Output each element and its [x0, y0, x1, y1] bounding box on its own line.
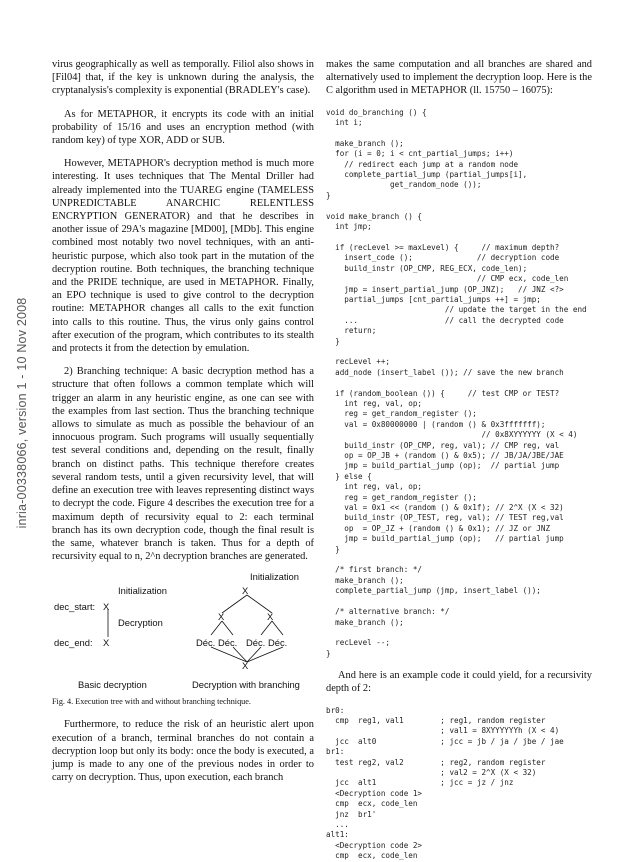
left-paragraph-3: However, METAPHOR's decryption method is much more interesting. It uses techniques that The Mental Driller had already implemented into the TUAREG engine (TAMELESS UNPREDICTABLE ANARCHIC RELENTLESS ENCRYPTION GENERATOR) and that he describes in another issue of 29A's magazine [MD00], [MDb]. This engine combined most notably two novel techniques, with an anti-heuristic purpose, which also took part in the mutation of the decryption routine. Both techniques, the branching technique and the PRIDE technique, are used in METAPHOR. Finally, an EPO technique is used to give control to the decryption routine: METAPHOR changes all calls to the exit function into calls to this routine. Thus, the virus only gains control after execution of the program, which contributes to its stealth and protects it from the detection by emulation. [52, 158, 314, 355]
leaf-decryption-4: Déc. [268, 637, 288, 649]
right-paragraph-1: makes the same computation and all branches are shared and alternatively used to implement the decryption loop. Here is the C algorithm used in METAPHOR (ll. 15750 – 16075): [326, 59, 592, 97]
assembly-example-code: br0: cmp reg1, val1 ; reg1, random register ; val1 = 8XYYYYYYh (X < 4) jcc alt0 ; jcc = jb / ja / jbe / jae br1: test reg2, val2 ; reg2, random register ; val2 = 2^X (X < 32) jcc alt1 ; jcc = jz / jnz <Decryption code 1> cmp ecx, code_len jnz br1' ... alt1: <Decryption code 2> cmp ecx, code_len [326, 705, 564, 861]
branching-decryption-label: Decryption with branching [192, 679, 300, 691]
dec-start-node: X [103, 601, 110, 613]
left-branch-node: X [218, 611, 225, 623]
root-node: X [242, 585, 249, 597]
leaf-decryption-1: Déc. [196, 637, 216, 649]
leaf-decryption-2: Déc. [218, 637, 238, 649]
initialization-left-label: Initialization [118, 585, 167, 597]
figure-caption: Fig. 4. Execution tree with and without branching technique. [52, 697, 251, 707]
initialization-right-label: Initialization [250, 571, 299, 583]
left-paragraph-5: Furthermore, to reduce the risk of an heuristic alert upon execution of a branch, terminal branches do not contain a decryption loop but only its body: once the body is executed, a jump is made to any one of the previous nodes in order to carry on decryption. Thus, upon execution, each branch [52, 719, 314, 784]
right-column [326, 58, 592, 862]
decryption-label: Decryption [118, 617, 163, 629]
join-node: X [242, 660, 249, 672]
right-paragraph-2: And here is an example code it could yield, for a recursivity depth of 2: [326, 670, 592, 695]
dec-end-label: dec_end: [54, 637, 93, 649]
archive-sidebar [0, 0, 40, 826]
left-paragraph-2: As for METAPHOR, it encrypts its code with an initial probability of 15/16 and uses an encryption method (with random key) of type XOR, ADD or SUB. [52, 108, 314, 147]
execution-tree-figure [52, 573, 314, 691]
execution-tree-lines [52, 573, 314, 691]
left-paragraph-1: virus geographically as well as temporally. Filiol also shows in [Fil04] that, if the key is unknown during the analysis, the cryptanalysis's complexity is exponential (BRADLEY's case). [52, 59, 314, 97]
left-paragraph-4: 2) Branching technique: A basic decryption method has a structure that often follows a common template which will trigger an alarm in any heuristic engine, as one can see with the examples from last section. Thus the branching technique allows to simulate as much as possible the behaviour of an innocuous program. Such programs will usually sequentially test several conditions and, depending on the result, finally branch on distinct paths. This technique therefore creates several random tests, until a given recursivity level, that will define an execution tree with leaves representing distinct ways to decrypt the code. Figure 4 describes the execution tree for a maximum depth of recursivity equal to 2: each terminal branch has its own decryption code, though the final result is the same, whatever branch is taken. Thus for a depth of recursivity equal to n, 2^n decryption branches are generated. [52, 366, 314, 563]
basic-decryption-label: Basic decryption [78, 679, 147, 691]
leaf-decryption-3: Déc. [246, 637, 266, 649]
archive-stamp: inria-00338066, version 1 - 10 Nov 2008 [15, 297, 29, 529]
right-branch-node: X [267, 611, 274, 623]
dec-end-node: X [103, 637, 110, 649]
dec-start-label: dec_start: [54, 601, 96, 613]
left-column [52, 58, 314, 794]
c-algorithm-code: void do_branching () { int i; make_branch (); for (i = 0; i < cnt_partial_jumps; i++) // redirect each jump at a random node complete_partial_jump (partial_jumps[i], get_random_node ()); } void make_branch () { int jmp; if (recLevel >= maxLevel) { // maximum depth? insert_code (); // decryption code build_instr (OP_CMP, REG_ECX, code_len); // CMP ecx, code_len jmp = insert_partial_jump (OP_JNZ); // JNZ <?> partial_jumps [cnt_partial_jumps ++] = jmp; // update the target in the end ... // call the decrypted code return; } recLevel ++; add_node (insert_label ()); // save the new branch if (random_boolean ()) { // test CMP or TEST? int reg, val, op; reg = get_random_register (); val = 0x80000000 | (random () & 0x3fffffff); // 0x8XYYYYYY (X < 4) build_instr (OP_CMP, reg, val); // CMP reg, val op = OP_JB + (random () & 0x5); // JB/JA/JBE/JAE jmp = build_partial_jump (op); // partial jump } else { int reg, val, op; reg = get_random_register (); val = 0x1 << (random () & 0x1f); // 2^X (X < 32) build_instr (OP_TEST, reg, val); // TEST reg,val op = OP_JZ + (random () & 0x1); // JZ or JNZ jmp = build_partial_jump (op); // partial jump } /* first branch: */ make_branch (); complete_partial_jump (jmp, insert_label ()); /* alternative branch: */ make_branch (); recLevel --; } [326, 107, 587, 658]
